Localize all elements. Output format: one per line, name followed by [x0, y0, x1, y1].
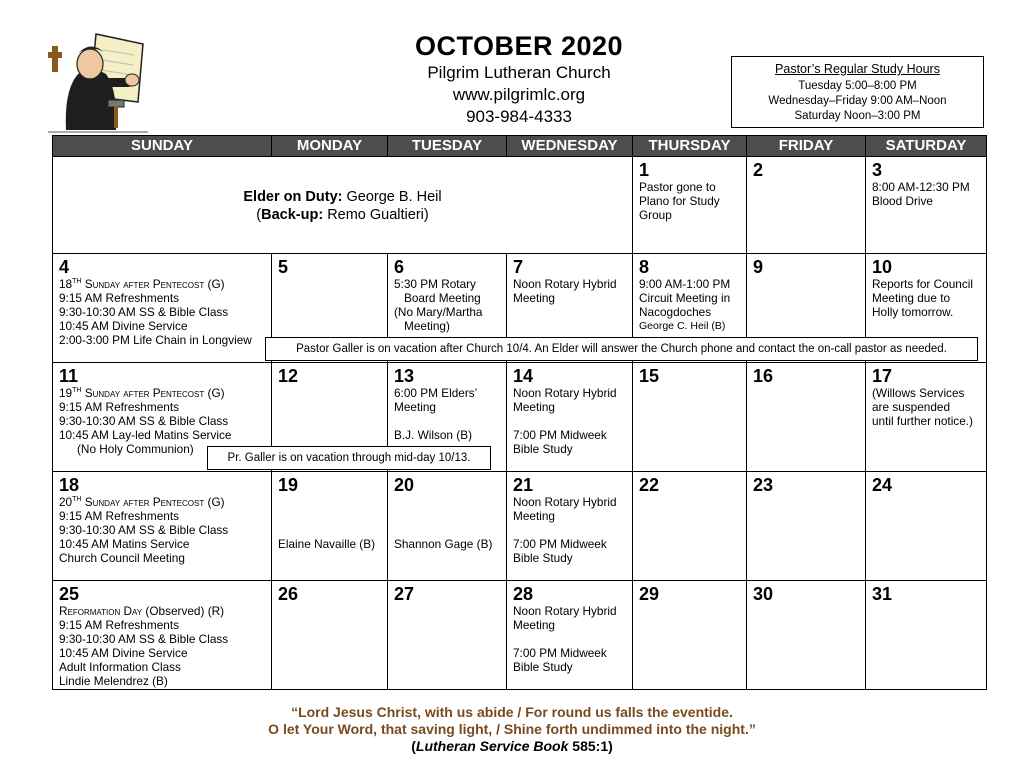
event-line: Noon Rotary Hybrid: [513, 604, 617, 618]
event-line: Meeting: [513, 618, 555, 632]
liturgical-color: (G): [204, 386, 225, 400]
day-number: 17: [872, 366, 893, 386]
quote-line: “Lord Jesus Christ, with us abide / For round us falls the eventide.: [291, 704, 733, 720]
day-number: 11: [59, 366, 79, 386]
vacation-notice: Pastor Galler is on vacation after Church 10/4. An Elder will answer the Church phone and contact the on-call pastor as needed.: [265, 337, 978, 361]
day-number: 31: [872, 584, 893, 604]
study-hours-line: Wednesday–Friday 9:00 AM–Noon: [768, 95, 947, 107]
ordinal-suffix: TH: [72, 496, 82, 504]
weekday-header: MONDAY: [272, 136, 388, 157]
event-line: Group: [639, 208, 672, 222]
event-line: 7:00 PM Midweek: [513, 537, 607, 551]
study-hours-line: Tuesday 5:00–8:00 PM: [798, 80, 917, 92]
church-website: www.pilgrimlc.org: [452, 85, 586, 104]
day-cell[interactable]: [747, 363, 866, 472]
event-line: Pastor gone to: [639, 180, 716, 194]
day-number: 26: [278, 584, 299, 604]
day-number: 6: [394, 257, 405, 277]
event-line: are suspended: [872, 400, 951, 414]
elder-on-duty-cell: [53, 157, 633, 254]
event-line: 2:00-3:00 PM Life Chain in Longview: [59, 333, 252, 347]
day-cell[interactable]: [747, 157, 866, 254]
event-line: 6:00 PM Elders’: [394, 386, 478, 400]
event-line: Adult Information Class: [59, 660, 181, 674]
calendar-header: [360, 30, 678, 128]
day-cell[interactable]: [633, 472, 747, 581]
event-line: 10:45 AM Matins Service: [59, 537, 190, 551]
event-line: Meeting: [513, 400, 555, 414]
day-number: 5: [278, 257, 289, 277]
elder-name: George B. Heil: [346, 188, 442, 205]
calendar-week: [53, 472, 987, 581]
event-line: Meeting: [513, 291, 555, 305]
liturgical-color: (Observed) (R): [142, 604, 225, 618]
day-number: 25: [59, 584, 80, 604]
day-cell[interactable]: [388, 472, 507, 581]
liturgical-color: (G): [204, 495, 225, 509]
event-line: Blood Drive: [872, 194, 933, 208]
event-line: Meeting: [394, 400, 436, 414]
event-note: George C. Heil (B): [639, 320, 726, 332]
paren: (: [256, 206, 262, 223]
sunday-title: [59, 386, 271, 400]
day-number: 30: [753, 584, 774, 604]
calendar-grid: [52, 135, 987, 690]
day-cell[interactable]: [866, 581, 987, 690]
hymn-quote: [0, 704, 1024, 755]
cite-paren: (: [411, 738, 416, 754]
sunday-ordinal: 18: [59, 277, 73, 291]
martin-luther-logo-icon: [48, 30, 148, 134]
day-cell[interactable]: [866, 472, 987, 581]
event-line: 8:00 AM-12:30 PM: [872, 180, 970, 194]
event-line: Reports for Council: [872, 277, 973, 291]
event-line: 10:45 AM Divine Service: [59, 319, 188, 333]
event-line: 7:00 PM Midweek: [513, 428, 607, 442]
day-number: 29: [639, 584, 660, 604]
event-line: (Willows Services: [872, 386, 965, 400]
calendar-week: [53, 363, 987, 472]
event-line: Bible Study: [513, 660, 573, 674]
day-cell[interactable]: [633, 581, 747, 690]
event-note: Elaine Navaille (B): [278, 537, 376, 551]
weekday-header: WEDNESDAY: [507, 136, 633, 157]
event-line: 9:15 AM Refreshments: [59, 400, 179, 414]
day-cell[interactable]: [507, 581, 633, 690]
vacation-notice: Pr. Galler is on vacation through mid-day 10/13.: [207, 446, 491, 470]
event-line: Board Meeting: [404, 291, 481, 305]
cite-book: Lutheran Service Book: [415, 738, 569, 754]
day-number: 24: [872, 475, 893, 495]
sunday-name: Sunday after Pentecost: [81, 386, 205, 400]
church-name: Pilgrim Lutheran Church: [427, 63, 611, 82]
event-line: Plano for Study: [639, 194, 720, 208]
event-line: Circuit Meeting in: [639, 291, 731, 305]
day-number: 19: [278, 475, 299, 495]
day-number: 12: [278, 366, 299, 386]
day-number: 3: [872, 160, 883, 180]
day-cell[interactable]: [633, 363, 747, 472]
event-line: 9:30-10:30 AM SS & Bible Class: [59, 414, 229, 428]
backup-name: Remo Gualtieri: [327, 206, 424, 223]
sunday-ordinal: 19: [59, 386, 73, 400]
day-cell[interactable]: [53, 581, 272, 690]
day-number: 8: [639, 257, 650, 277]
event-line: Meeting): [404, 319, 450, 333]
study-hours-box: [731, 56, 984, 128]
event-line: Meeting due to: [872, 291, 951, 305]
event-line: (No Holy Communion): [77, 442, 194, 456]
day-cell[interactable]: [866, 157, 987, 254]
event-line: until further notice.): [872, 414, 973, 428]
day-cell[interactable]: [272, 472, 388, 581]
event-line: 9:15 AM Refreshments: [59, 291, 179, 305]
day-cell[interactable]: [507, 363, 633, 472]
event-line: Lindie Melendrez (B): [59, 674, 168, 688]
event-line: Meeting: [513, 509, 555, 523]
event-line: 9:30-10:30 AM SS & Bible Class: [59, 523, 229, 537]
sunday-ordinal: 20: [59, 495, 73, 509]
event-line: Church Council Meeting: [59, 551, 185, 565]
event-line: Nacogdoches: [639, 305, 712, 319]
day-cell[interactable]: [633, 157, 747, 254]
sunday-title: [59, 277, 271, 291]
weekday-header: SUNDAY: [53, 136, 272, 157]
day-number: 4: [59, 257, 70, 277]
day-cell[interactable]: [388, 581, 507, 690]
calendar-week: [53, 581, 987, 690]
day-cell[interactable]: [53, 254, 272, 363]
day-cell[interactable]: [53, 472, 272, 581]
day-cell[interactable]: [507, 472, 633, 581]
day-cell[interactable]: [866, 363, 987, 472]
day-number: 22: [639, 475, 660, 495]
ordinal-suffix: TH: [72, 278, 82, 286]
sunday-name: Sunday after Pentecost: [81, 277, 205, 291]
weekday-header: SATURDAY: [866, 136, 987, 157]
day-number: 16: [753, 366, 774, 386]
event-line: 9:00 AM-1:00 PM: [639, 277, 731, 291]
day-number: 27: [394, 584, 415, 604]
weekday-header: TUESDAY: [388, 136, 507, 157]
event-line: 5:30 PM Rotary: [394, 277, 476, 291]
day-number: 23: [753, 475, 774, 495]
weekday-header-row: [53, 136, 987, 157]
day-number: 7: [513, 257, 524, 277]
sunday-name: Reformation Day: [59, 604, 143, 618]
event-line: 7:00 PM Midweek: [513, 646, 607, 660]
event-line: 10:45 AM Divine Service: [59, 646, 188, 660]
study-hours-title: Pastor’s Regular Study Hours: [775, 62, 940, 76]
weekday-header: THURSDAY: [633, 136, 747, 157]
event-line: 10:45 AM Lay-led Matins Service: [59, 428, 232, 442]
day-number: 14: [513, 366, 534, 386]
day-number: 13: [394, 366, 415, 386]
liturgical-color: (G): [204, 277, 225, 291]
day-number: 21: [513, 475, 534, 495]
event-line: 9:30-10:30 AM SS & Bible Class: [59, 305, 229, 319]
event-line: Bible Study: [513, 442, 573, 456]
event-line: 9:15 AM Refreshments: [59, 509, 179, 523]
paren: ): [423, 206, 429, 223]
sunday-title: [59, 604, 271, 618]
event-line: Noon Rotary Hybrid: [513, 277, 617, 291]
event-line: Noon Rotary Hybrid: [513, 495, 617, 509]
weekday-header: FRIDAY: [747, 136, 866, 157]
day-number: 28: [513, 584, 534, 604]
month-title: OCTOBER 2020: [414, 31, 624, 61]
sunday-title: [59, 495, 271, 509]
day-number: 20: [394, 475, 415, 495]
event-line: (No Mary/Martha: [394, 305, 483, 319]
elder-label: Elder on Duty:: [243, 188, 343, 205]
study-hours-line: Saturday Noon–3:00 PM: [794, 110, 921, 122]
day-number: 1: [639, 160, 650, 180]
event-line: Bible Study: [513, 551, 573, 565]
cite-ref: 585:1): [568, 738, 613, 754]
day-cell[interactable]: [272, 581, 388, 690]
day-number: 2: [753, 160, 764, 180]
sunday-name: Sunday after Pentecost: [81, 495, 205, 509]
day-number: 10: [872, 257, 893, 277]
backup-label: Back-up:: [261, 206, 324, 223]
calendar-week: [53, 157, 987, 254]
event-line: Noon Rotary Hybrid: [513, 386, 617, 400]
day-cell[interactable]: [747, 581, 866, 690]
ordinal-suffix: TH: [72, 387, 82, 395]
day-number: 15: [639, 366, 660, 386]
quote-line: O let Your Word, that saving light, / Shine forth undimmed into the night.”: [268, 721, 756, 737]
church-phone: 903-984-4333: [466, 107, 572, 126]
event-note: B.J. Wilson (B): [394, 428, 472, 442]
day-number: 18: [59, 475, 80, 495]
quote-citation: [0, 738, 1024, 755]
event-line: 9:30-10:30 AM SS & Bible Class: [59, 632, 229, 646]
event-line: Holly tomorrow.: [872, 305, 954, 319]
day-cell[interactable]: [747, 472, 866, 581]
day-number: 9: [753, 257, 764, 277]
event-note: Shannon Gage (B): [394, 537, 493, 551]
event-line: 9:15 AM Refreshments: [59, 618, 179, 632]
